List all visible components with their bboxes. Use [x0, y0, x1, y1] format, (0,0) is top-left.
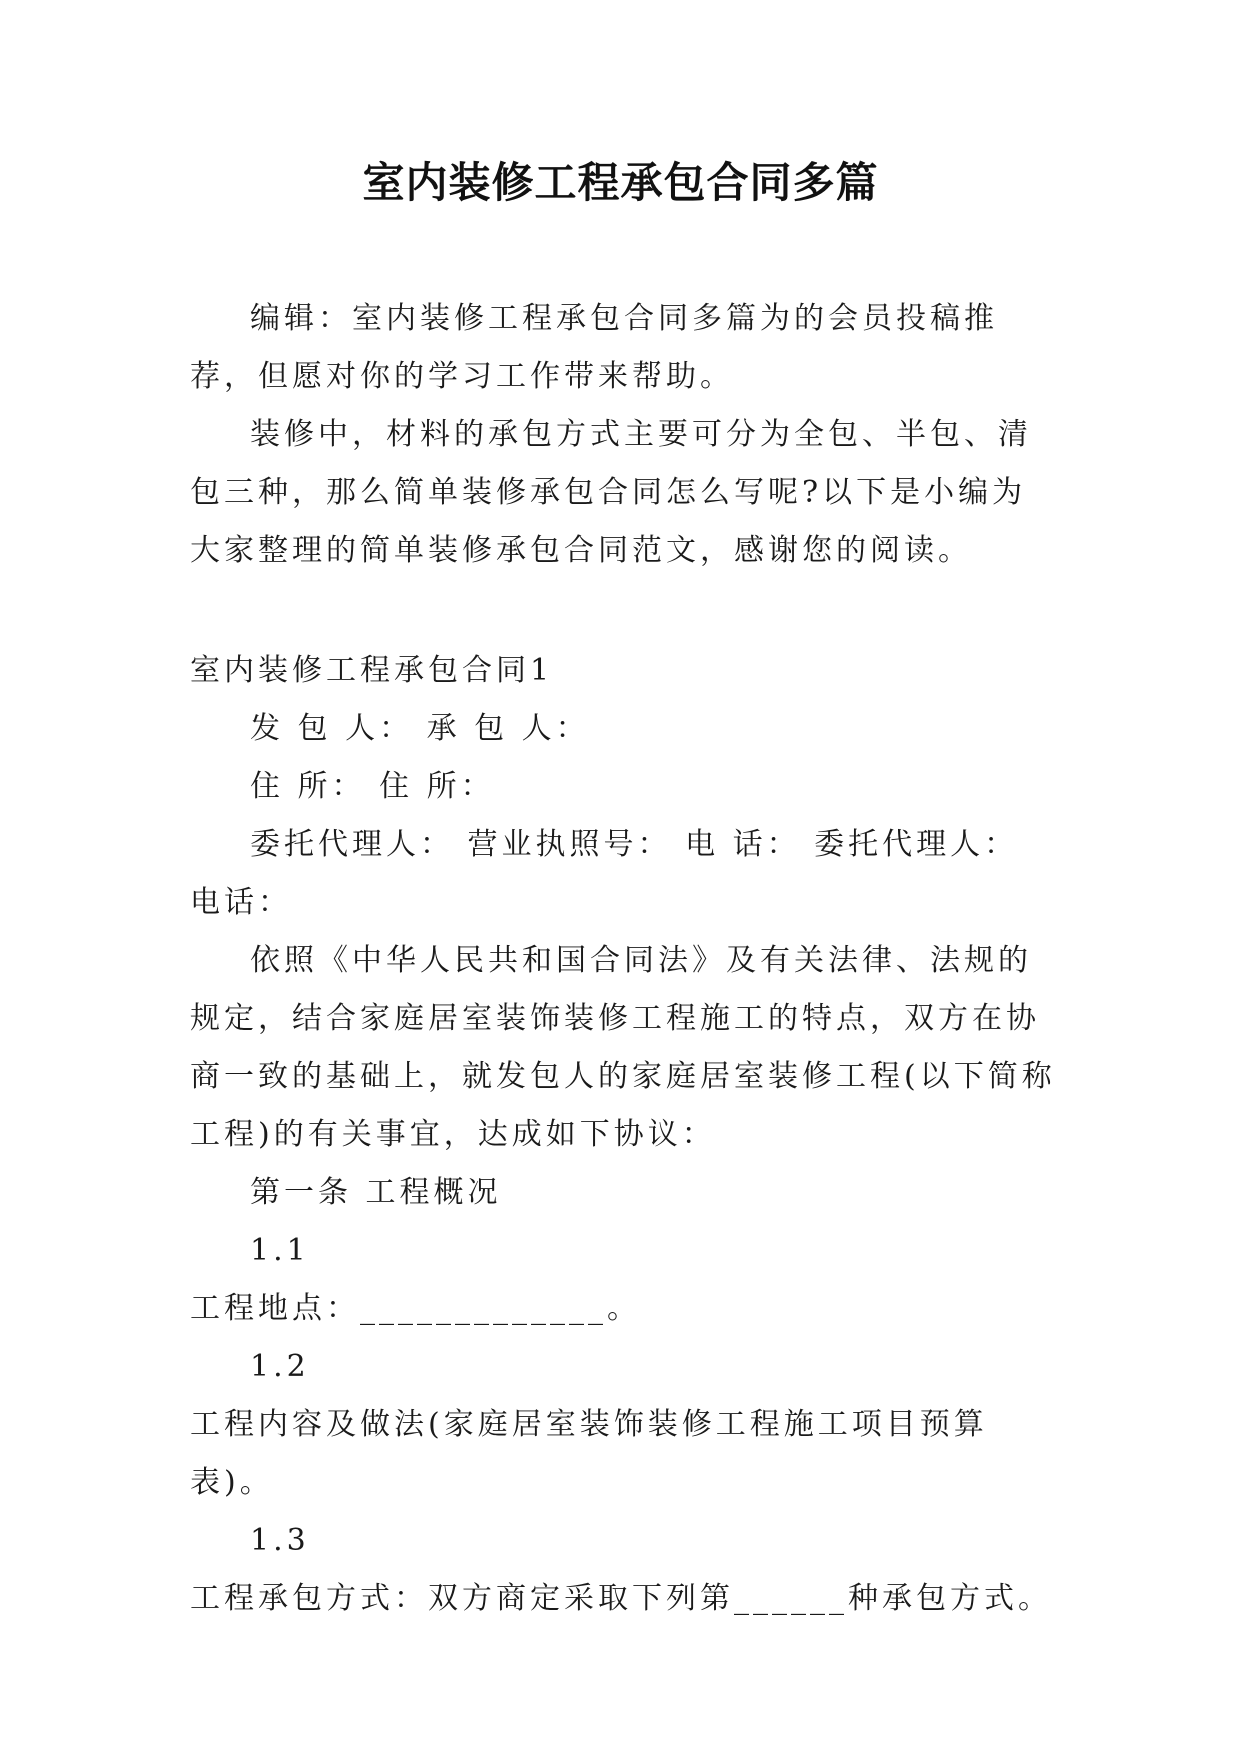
- document-body: [190, 290, 1060, 1628]
- agent-line: 委托代理人： 营业执照号： 电 话： 委托代理人：: [250, 827, 1019, 862]
- clause-number: 1.3: [250, 1523, 310, 1558]
- clause-number: 1.1: [250, 1233, 310, 1268]
- article-heading: 第一条 工程概况: [250, 1175, 502, 1210]
- clause-number: 1.2: [250, 1349, 310, 1384]
- party-line: 发 包 人： 承 包 人：: [250, 711, 590, 746]
- address-line: 住 所： 住 所：: [250, 769, 495, 804]
- editor-note-paragraph: 编辑：室内装修工程承包合同多篇为的会员投稿推荐，但愿对你的学习工作带来帮助。: [190, 301, 998, 394]
- document-title: 室内装修工程承包合同多篇: [362, 158, 879, 207]
- contract-heading: 室内装修工程承包合同1: [190, 653, 554, 688]
- clause-text: 工程地点：_____________。: [190, 1291, 641, 1326]
- clause-text: 工程承包方式：双方商定采取下列第______种承包方式。: [190, 1581, 1052, 1616]
- intro-paragraph: 装修中，材料的承包方式主要可分为全包、半包、清包三种，那么简单装修承包合同怎么写呢?以下是小编为大家整理的简单装修承包合同范文，感谢您的阅读。: [190, 417, 1032, 568]
- clause-text: 工程内容及做法(家庭居室装饰装修工程施工项目预算表)。: [190, 1407, 988, 1500]
- preamble-paragraph: 依照《中华人民共和国合同法》及有关法律、法规的规定，结合家庭居室装饰装修工程施工的特点，双方在协商一致的基础上，就发包人的家庭居室装修工程(以下简称工程)的有关事宜，达成如下协议：: [190, 943, 1056, 1152]
- phone-line: 电话：: [190, 885, 292, 920]
- paragraph-gap: [190, 580, 1060, 642]
